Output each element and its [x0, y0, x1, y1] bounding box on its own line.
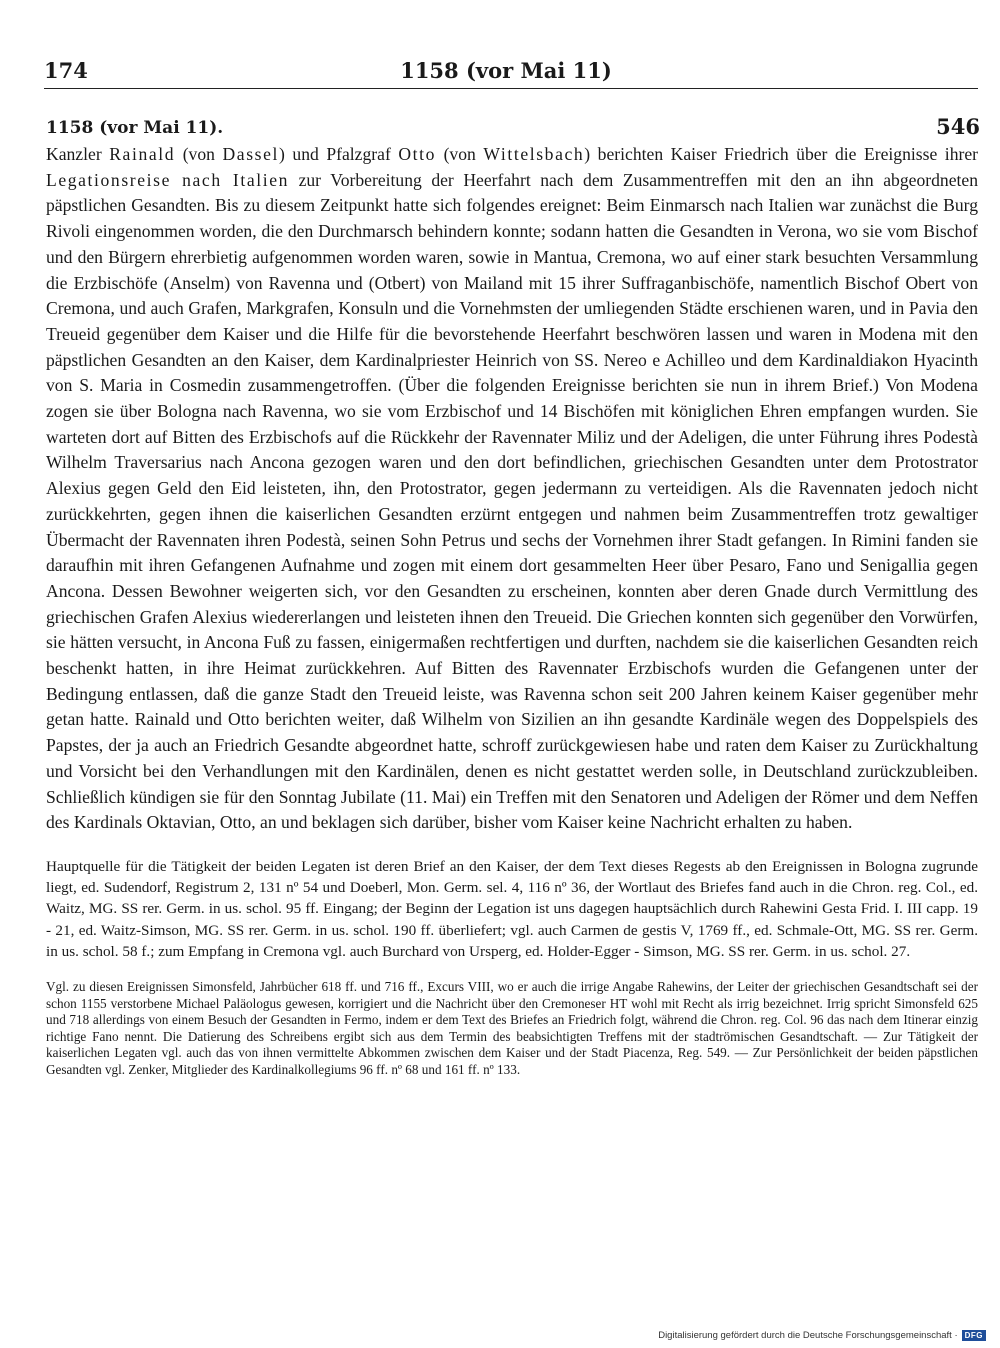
- emphasized-phrase: Legationsreise nach Italien: [46, 169, 290, 190]
- regest-number: 546: [936, 114, 980, 139]
- source-note: Hauptquelle für die Tätigkeit der beiden Legaten ist deren Brief an den Kaiser, der dem Text dieses Regests ab den Ereignissen in Bologna zugrunde liegt, ed. Sudendorf, Registrum 2, 131 nº 54 und Doeberl, Mon. Germ. sel. 4, 116 nº 36, der Wortlaut des Briefes fand auch in die Chron. reg. Col., ed. Waitz, MG. SS rer. Germ. in us. schol. 95 ff. Eingang; der Beginn der Legation ist uns dagegen hauptsächlich durch Rahewini Gesta Frid. I. III capp. 19 - 21, ed. Waitz-Simson, MG. SS rer. Germ. in us. schol. 190 ff. überliefert; vgl. auch Carmen de gestis V, 1769 ff., ed. Schmale-Ott, MG. SS rer. Germ. in us. schol. 58 f.; zum Empfang in Cremona vgl. auch Burchard von Ursperg, ed. Holder-Egger - Simson, MG. SS rer. Germ. in us. schol. 27.: [46, 857, 978, 960]
- page-number: 174: [44, 58, 88, 83]
- commentary-note: Vgl. zu diesen Ereignissen Simonsfeld, Jahrbücher 618 ff. und 716 ff., Excurs VIII, wo er auch die irrige Angabe Rahewins, der Leiter der griechischen Gesandtschaft sei der schon 1155 verstorbene Michael Paläologus gewesen, korrigiert und die Nachricht über den Cremoneser HT wohl mit Recht als irrig bezeichnet. Irrig spricht Simonsfeld 625 und 718 allerdings von einem Besuch der Gesandten in Fermo, indem er dem Text des Briefes an Friedrich folgt, während die Chron. reg. Col. 96 das nach dem Itinerar einzig richtige Fano nennt. Die Datierung des Schreibens ergibt sich aus dem Termin des beabsichtigten Treffens mit der stadtrömischen Gesandtschaft. — Zur Tätigkeit der kaiserlichen Legaten vgl. auch das von ihnen vermittelte Abkommen zwischen dem Kaiser und der Stadt Piacenza, Reg. 549. — Zur Persönlichkeit der beiden päpstlichen Gesandten vgl. Zenker, Mitglieder des Kardinalkollegiums 96 ff. nº 68 und 161 ff. nº 133.: [46, 979, 978, 1077]
- running-head: [34, 54, 978, 88]
- entry-header: [34, 116, 978, 142]
- digitization-footer: [658, 1330, 986, 1341]
- footer-text: Digitalisierung gefördert durch die Deutsche Forschungsgemeinschaft ·: [658, 1330, 958, 1341]
- person-name: Dassel: [222, 144, 279, 164]
- person-name: Wittelsbach: [483, 144, 585, 164]
- regest-text: Kanzler Rainald (von Dassel) und Pfalzgraf Otto (von Wittelsbach) berichten Kaiser Friedrich über die Ereignisse ihrer Legationsreise nach Italien zur Vorbereitung der Heerfahrt nach dem Zusammentreffen mit den an ihn abgeordneten päpstlichen Gesandten. Bis zu diesem Zeitpunkt hatte sich folgendes ereignet: Beim Einmarsch nach Italien war zunächst die Burg Rivoli eingenommen worden, die den Durchmarsch behindern konnte; sodann hatten die Gesandten in Verona, wo sie vom Bischof und den Bürgern ehrerbietig aufgenommen worden waren, sowie in Mantua, Cremona, wo auf einer stark besuchten Versammlung die Erzbischöfe (Anselm) von Ravenna und (Otbert) von Mailand mit 15 ihrer Suffraganbischöfe, namentlich Bischof Obert von Cremona, und auch Grafen, Markgrafen, Konsuln und die Vornehmsten der umliegenden Städte erschienen waren, und in Pavia den Treueid gegenüber dem Kaiser und die Hilfe für die bevorstehende Heerfahrt beschwören lassen und waren in Modena mit den päpstlichen Gesandten an den Kaiser, dem Kardinalpriester Heinrich von SS. Nereo e Achilleo und dem Kardinaldiakon Hyacinth von S. Maria in Cosmedin zusammengetroffen. (Über die folgenden Ereignisse berichten sie nun in ihrem Brief.) Von Modena zogen sie über Bologna nach Ravenna, wo sie vom Erzbischof und 14 Bischöfen mit königlichen Ehren empfangen wurden. Sie warteten dort auf Bitten des Erzbischofs auf die Rückkehr der Ravennater Miliz und der Adeligen, die unter Führung ihres Podestà Wilhelm Traversarius nach Ancona gezogen waren und den dort befindlichen, griechischen Gesandten unter dem Protostrator Alexius gegen Geld den Eid leisteten, ihn, den Protostrator, gegen jedermann zu verteidigen. Als die Ravennaten jedoch nicht zurückkehrten, gegen ihnen die kaiserlichen Gesandten erzürnt entgegen und nahmen beim Zusammentreffen trotz gewaltiger Übermacht der Ravennaten ihren Podestà, seinen Sohn Petrus und sechs der Vornehmen ihrer Stadt gefangen. In Rimini fanden sie daraufhin mit ihren Gefangenen Aufnahme und zogen mit einem dort gesammelten Heer über Pesaro, Fano und Senigallia gegen Ancona. Dessen Bewohner weigerten sich, vor den Gesandten zu erscheinen, konnten aber deren Gnade durch Vermittlung des griechischen Grafen Alexius wiedererlangen und leisteten ihnen den Treueid. Die Griechen konnten sich gegenüber den Vorwürfen, sie hätten versucht, in Ancona Fuß zu fassen, einigermaßen rechtfertigen und durften, nachdem sie die kaiserlichen Gesandten reich beschenkt hatten, in ihre Heimat zurückkehren. Auf Bitten des Ravennater Erzbischofs wurden die Gefangenen unter der Bedingung entlassen, daß die ganze Stadt den Treueid leiste, was Ravenna schon seit 200 Jahren keinem Kaiser gegenüber mehr getan hatte. Rainald und Otto berichten weiter, daß Wilhelm von Sizilien an ihn gesandte Kardinäle wegen des Doppelspiels des Papstes, der ja auch an Friedrich Gesandte abgeordnet hatte, schroff zurückgewiesen habe und raten dem Kaiser zu Zurückhaltung und Vorsicht bei den Verhandlungen mit den Kardinälen, denen es nicht gestattet werden solle, in Deutschland zurückzubleiben. Schließlich kündigen sie für den Sonntag Jubilate (11. Mai) ein Treffen mit den Senatoren und Adeligen der Römer und dem Neffen des Kardinals Oktavian, Otto, an und beklagen sich darüber, bisher vom Kaiser keine Nachricht erhalten zu haben.: [46, 144, 979, 833]
- header-rule: [44, 88, 978, 89]
- dfg-logo: DFG: [962, 1330, 986, 1341]
- person-name: Rainald: [109, 144, 176, 164]
- person-name: Otto: [398, 144, 437, 164]
- running-title: 1158 (vor Mai 11): [400, 58, 612, 83]
- entry-date: 1158 (vor Mai 11).: [46, 118, 224, 138]
- document-page: [34, 54, 978, 1079]
